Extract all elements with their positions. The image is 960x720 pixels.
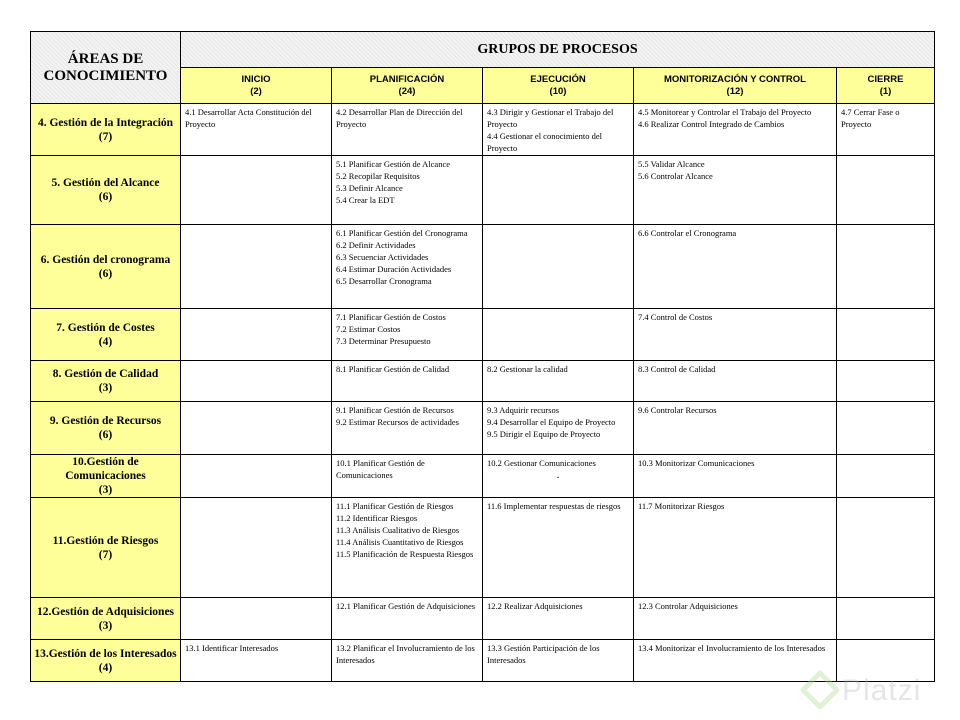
groups-header: GRUPOS DE PROCESOS: [181, 32, 935, 68]
process-item: 9.5 Dirigir el Equipo de Proyecto: [487, 429, 601, 439]
process-item: 9.2 Estimar Recursos de actividades: [336, 417, 459, 427]
knowledge-area-cell: [31, 225, 181, 309]
table-row: [31, 361, 935, 402]
process-item: 12.3 Controlar Adquisiciones: [638, 601, 738, 611]
process-item: 6.6 Controlar el Cronograma: [638, 228, 737, 238]
knowledge-area-count: (3): [98, 619, 113, 632]
process-item: 4.1 Desarrollar Acta Constitución del Proyecto: [185, 107, 312, 129]
process-item: 11.2 Identificar Riesgos: [336, 513, 418, 523]
process-item: 8.2 Gestionar la calidad: [487, 364, 568, 374]
table-row: [31, 225, 935, 309]
process-groups-table: [30, 31, 935, 682]
group-header-ejecucion: [483, 68, 634, 104]
knowledge-area-cell: [31, 156, 181, 225]
process-cell-cierre: [837, 309, 935, 361]
table-row: [31, 498, 935, 598]
knowledge-area-name: 4. Gestión de la Integración: [37, 116, 174, 129]
process-cell-ejecucion: [483, 640, 634, 682]
process-item: 6.4 Estimar Duración Actividades: [336, 264, 452, 274]
process-cell-monitorizacion: [634, 455, 837, 498]
process-item: 5.1 Planificar Gestión de Alcance: [336, 159, 451, 169]
process-cell-inicio: [181, 598, 332, 640]
process-item: 10.2 Gestionar Comunicaciones: [487, 458, 596, 468]
process-item: 4.6 Realizar Control Integrado de Cambios: [638, 119, 785, 129]
process-item: 5.4 Crear la EDT: [336, 195, 395, 205]
process-cell-inicio: [181, 640, 332, 682]
process-cell-monitorizacion: [634, 225, 837, 309]
process-cell-planificacion: [332, 598, 483, 640]
areas-header-line1: ÁREAS DE: [67, 50, 144, 67]
group-header-monitorizacion: [634, 68, 837, 104]
group-count: (24): [398, 85, 416, 97]
knowledge-area-cell: [31, 104, 181, 156]
knowledge-area-cell: [31, 402, 181, 455]
process-cell-cierre: [837, 455, 935, 498]
group-header-cierre: [837, 68, 935, 104]
table-row: [31, 156, 935, 225]
knowledge-area-count: (4): [98, 335, 113, 348]
knowledge-area-count: (7): [98, 130, 113, 143]
table-row: [31, 309, 935, 361]
process-item: 11.1 Planificar Gestión de Riesgos: [336, 501, 454, 511]
process-cell-ejecucion: [483, 498, 634, 598]
process-cell-cierre: [837, 361, 935, 402]
process-cell-ejecucion: [483, 156, 634, 225]
process-item: 4.3 Dirigir y Gestionar el Trabajo del Proyecto: [487, 107, 614, 129]
knowledge-area-name: 10.Gestión de Comunicaciones: [65, 456, 146, 482]
knowledge-area-name: 6. Gestión del cronograma: [40, 253, 171, 266]
group-header-planificacion: [332, 68, 483, 104]
knowledge-area-name: 11.Gestión de Riesgos: [52, 534, 159, 547]
group-name: CIERRE: [867, 73, 904, 85]
group-name: PLANIFICACIÓN: [369, 73, 445, 85]
process-item: 11.3 Análisis Cualitativo de Riesgos: [336, 525, 460, 535]
table-row: [31, 455, 935, 498]
knowledge-area-count: (7): [98, 548, 113, 561]
process-cell-planificacion: [332, 498, 483, 598]
process-cell-monitorizacion: [634, 104, 837, 156]
process-cell-monitorizacion: [634, 402, 837, 455]
process-item: 13.4 Monitorizar el Involucramiento de los Interesados: [638, 643, 826, 653]
knowledge-area-cell: [31, 640, 181, 682]
process-cell-monitorizacion: [634, 156, 837, 225]
knowledge-area-count: (4): [98, 661, 113, 674]
table-row: [31, 402, 935, 455]
process-cell-cierre: [837, 225, 935, 309]
process-cell-inicio: [181, 402, 332, 455]
process-item: 6.1 Planificar Gestión del Cronograma: [336, 228, 468, 238]
process-cell-planificacion: [332, 402, 483, 455]
knowledge-area-name: 12.Gestión de Adquisiciones: [36, 605, 175, 618]
process-cell-monitorizacion: [634, 598, 837, 640]
process-cell-planificacion: [332, 156, 483, 225]
process-cell-inicio: [181, 361, 332, 402]
knowledge-area-count: (3): [98, 484, 113, 496]
table-row: [31, 598, 935, 640]
group-name: EJECUCIÓN: [530, 73, 586, 85]
process-item: 5.6 Controlar Alcance: [638, 171, 713, 181]
process-cell-cierre: [837, 598, 935, 640]
process-cell-inicio: [181, 498, 332, 598]
table-row: [31, 104, 935, 156]
process-item: 11.5 Planificación de Respuesta Riesgos: [336, 549, 474, 559]
group-name: INICIO: [241, 73, 271, 85]
process-cell-ejecucion: [483, 225, 634, 309]
process-cell-ejecucion: [483, 104, 634, 156]
process-cell-monitorizacion: [634, 309, 837, 361]
knowledge-area-cell: [31, 455, 181, 498]
group-count: (1): [879, 85, 892, 97]
process-item: 5.2 Recopilar Requisitos: [336, 171, 420, 181]
process-item: 6.2 Definir Actividades: [336, 240, 416, 250]
process-item: 10.1 Planificar Gestión de Comunicaciones: [336, 458, 425, 480]
process-cell-planificacion: [332, 455, 483, 498]
process-item: 6.5 Desarrollar Cronograma: [336, 276, 432, 286]
group-name: MONITORIZACIÓN Y CONTROL: [664, 73, 806, 85]
process-item: 9.6 Controlar Recursos: [638, 405, 717, 415]
process-cell-ejecucion: [483, 309, 634, 361]
group-count: (12): [726, 85, 744, 97]
process-item: 7.3 Determinar Presupuesto: [336, 336, 431, 346]
knowledge-area-cell: [31, 598, 181, 640]
process-item: 11.4 Análisis Cuantitativo de Riesgos: [336, 537, 464, 547]
process-item: 8.1 Planificar Gestión de Calidad: [336, 364, 450, 374]
process-item: 10.3 Monitorizar Comunicaciones: [638, 458, 755, 468]
process-cell-ejecucion: [483, 455, 634, 498]
group-header-inicio: [181, 68, 332, 104]
process-cell-planificacion: [332, 361, 483, 402]
process-cell-ejecucion: [483, 598, 634, 640]
process-cell-monitorizacion: [634, 640, 837, 682]
process-item: 4.5 Monitorear y Controlar el Trabajo del Proyecto: [638, 107, 812, 117]
process-item: 4.7 Cerrar Fase o Proyecto: [841, 107, 900, 129]
process-cell-planificacion: [332, 104, 483, 156]
process-item: 13.3 Gestión Participación de los Interesados: [487, 643, 600, 665]
process-item: 4.4 Gestionar el conocimiento del Proyecto: [487, 131, 602, 153]
process-item: 11.6 Implementar respuestas de riesgos: [487, 501, 621, 511]
areas-header-line2: CONOCIMIENTO: [43, 67, 168, 84]
process-item: 5.3 Definir Alcance: [336, 183, 403, 193]
group-count: (10): [549, 85, 567, 97]
process-item: .: [556, 470, 560, 480]
process-cell-inicio: [181, 104, 332, 156]
process-cell-planificacion: [332, 225, 483, 309]
process-cell-inicio: [181, 309, 332, 361]
process-item: 4.2 Desarrollar Plan de Dirección del Proyecto: [336, 107, 463, 129]
process-cell-inicio: [181, 156, 332, 225]
table-row: [31, 640, 935, 682]
process-item: 8.3 Control de Calidad: [638, 364, 716, 374]
knowledge-area-name: 5. Gestión del Alcance: [51, 177, 160, 189]
process-cell-inicio: [181, 225, 332, 309]
process-cell-ejecucion: [483, 361, 634, 402]
knowledge-area-count: (6): [98, 429, 113, 441]
knowledge-area-cell: [31, 498, 181, 598]
process-item: 7.2 Estimar Costos: [336, 324, 401, 334]
process-item: 9.4 Desarrollar el Equipo de Proyecto: [487, 417, 616, 427]
process-item: 5.5 Validar Alcance: [638, 159, 705, 169]
knowledge-area-name: 13.Gestión de los Interesados: [34, 647, 177, 660]
knowledge-area-name: 7. Gestión de Costes: [56, 321, 155, 334]
process-cell-cierre: [837, 156, 935, 225]
process-item: 13.2 Planificar el Involucramiento de los Interesados: [336, 643, 475, 665]
process-item: 7.4 Control de Costos: [638, 312, 713, 322]
knowledge-area-count: (6): [98, 267, 113, 280]
areas-header: [31, 32, 181, 104]
process-item: 12.2 Realizar Adquisiciones: [487, 601, 583, 611]
process-cell-cierre: [837, 402, 935, 455]
process-cell-cierre: [837, 498, 935, 598]
process-item: 12.1 Planificar Gestión de Adquisiciones: [336, 601, 476, 611]
process-cell-cierre: [837, 640, 935, 682]
process-cell-ejecucion: [483, 402, 634, 455]
watermark-text: Platzi: [842, 674, 922, 707]
process-cell-planificacion: [332, 309, 483, 361]
knowledge-area-count: (3): [98, 382, 113, 394]
process-item: 6.3 Secuenciar Actividades: [336, 252, 429, 262]
group-count: (2): [250, 85, 262, 97]
process-item: 9.3 Adquirir recursos: [487, 405, 560, 415]
process-cell-monitorizacion: [634, 361, 837, 402]
process-cell-planificacion: [332, 640, 483, 682]
process-item: 11.7 Monitorizar Riesgos: [638, 501, 725, 511]
knowledge-area-name: 9. Gestión de Recursos: [49, 415, 162, 427]
knowledge-area-name: 8. Gestión de Calidad: [52, 368, 159, 380]
process-cell-monitorizacion: [634, 498, 837, 598]
knowledge-area-cell: [31, 361, 181, 402]
knowledge-area-cell: [31, 309, 181, 361]
process-item: 7.1 Planificar Gestión de Costos: [336, 312, 446, 322]
process-item: 13.1 Identificar Interesados: [185, 643, 279, 653]
knowledge-area-count: (6): [98, 191, 113, 203]
process-item: 9.1 Planificar Gestión de Recursos: [336, 405, 454, 415]
process-cell-cierre: [837, 104, 935, 156]
process-cell-inicio: [181, 455, 332, 498]
